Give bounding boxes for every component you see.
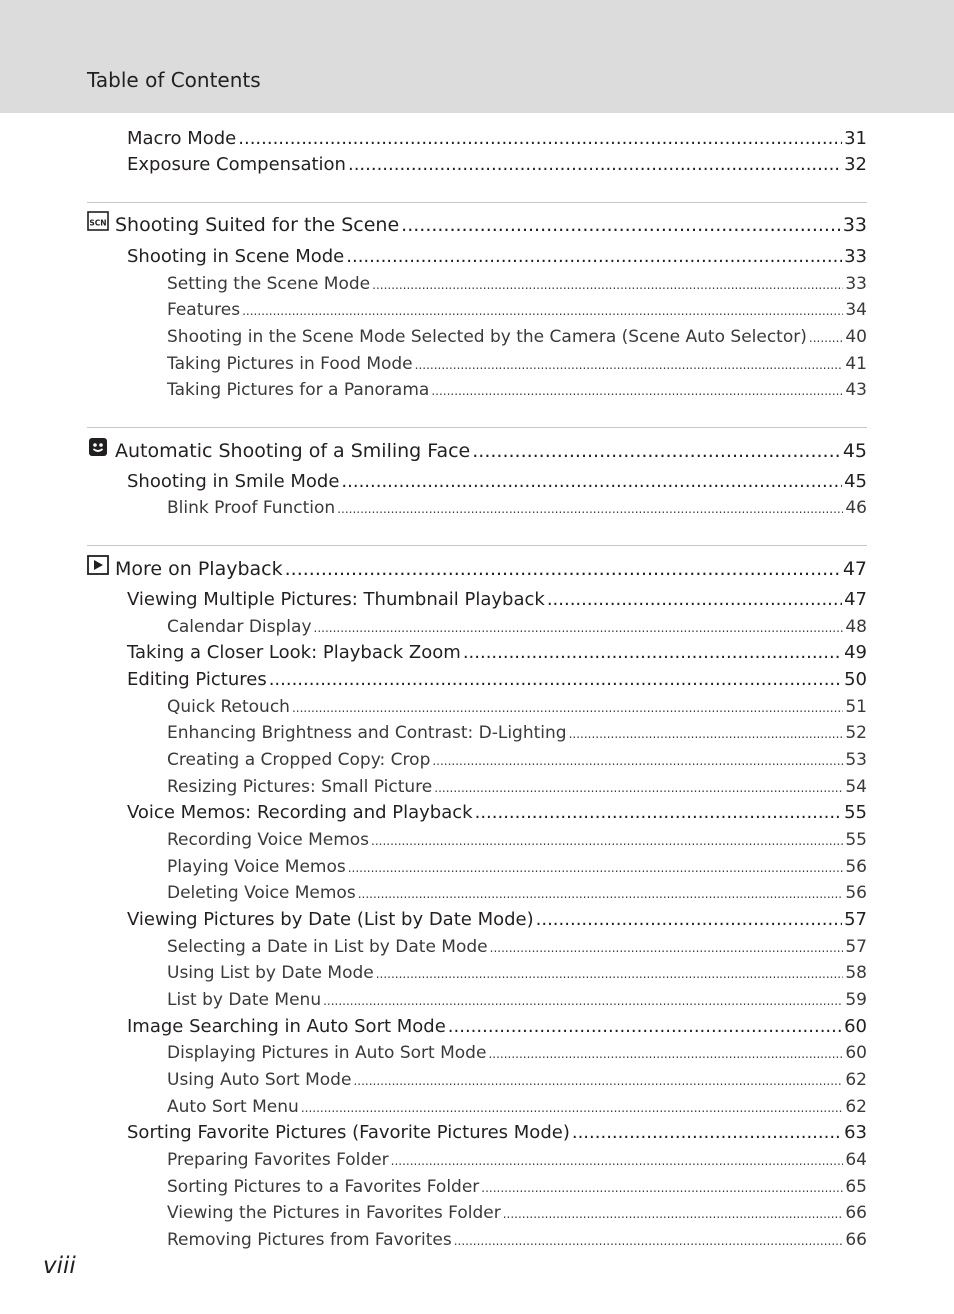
- toc-page-number: 66: [845, 1203, 867, 1223]
- toc-subsection-row[interactable]: [167, 351, 867, 378]
- toc-page-number: 50: [844, 669, 867, 690]
- toc-entry-title: Calendar Display: [167, 617, 312, 637]
- dot-leader: [475, 800, 843, 826]
- dot-leader: [346, 244, 842, 270]
- toc-entry-title: Preparing Favorites Folder: [167, 1150, 389, 1170]
- dot-leader: [285, 556, 841, 582]
- dot-leader: [301, 1095, 844, 1121]
- toc-page-number: 40: [845, 327, 867, 347]
- toc-page-number: 55: [844, 802, 867, 823]
- toc-section-row[interactable]: [127, 587, 867, 613]
- dot-leader: [358, 881, 844, 907]
- toc-page-number: 33: [842, 214, 867, 236]
- toc-entry-title: Removing Pictures from Favorites: [167, 1230, 452, 1250]
- toc-page-number: 53: [845, 750, 867, 770]
- toc-entry-title: Playing Voice Memos: [167, 857, 346, 877]
- dot-leader: [242, 298, 843, 324]
- toc-entry-title: Displaying Pictures in Auto Sort Mode: [167, 1043, 487, 1063]
- toc-subsection-row[interactable]: [167, 880, 867, 907]
- toc-page-number: 45: [842, 440, 867, 462]
- toc-page-number: 52: [845, 723, 867, 743]
- dot-leader: [415, 352, 844, 378]
- toc-entry-title: Editing Pictures: [127, 669, 267, 690]
- toc-section-row[interactable]: [127, 667, 867, 693]
- dot-leader: [572, 1120, 842, 1146]
- toc-page-number: 57: [844, 909, 867, 930]
- toc-page-number: 45: [844, 471, 867, 492]
- toc-entry-title: Automatic Shooting of a Smiling Face: [115, 440, 471, 462]
- toc-subsection-row[interactable]: [167, 297, 867, 324]
- toc-subsection-row[interactable]: [167, 694, 867, 721]
- toc-page-number: 62: [845, 1070, 867, 1090]
- toc-page-number: 46: [845, 498, 867, 518]
- toc-entry-title: Viewing Multiple Pictures: Thumbnail Playback: [127, 589, 545, 610]
- chapter-divider: [87, 545, 867, 546]
- dot-leader: [431, 378, 843, 404]
- toc-subsection-row[interactable]: [167, 987, 867, 1014]
- toc-entry-title: Selecting a Date in List by Date Mode: [167, 937, 488, 957]
- toc-entry-title: Voice Memos: Recording and Playback: [127, 802, 473, 823]
- toc-page-number: 60: [844, 1016, 867, 1037]
- toc-subsection-row[interactable]: [167, 827, 867, 854]
- dot-leader: [547, 587, 842, 613]
- toc-subsection-row[interactable]: [167, 1147, 867, 1174]
- svg-text:SCN: SCN: [89, 218, 107, 228]
- toc-page-number: 43: [845, 380, 867, 400]
- toc-subsection-row[interactable]: [167, 960, 867, 987]
- toc-entry-title: Exposure Compensation: [127, 154, 346, 175]
- toc-page-number: 57: [845, 937, 867, 957]
- toc-subsection-row[interactable]: [167, 747, 867, 774]
- toc-chapter-row[interactable]: [87, 437, 867, 464]
- toc-entry-title: Setting the Scene Mode: [167, 274, 371, 294]
- dot-leader: [353, 1068, 843, 1094]
- toc-entry-title: Macro Mode: [127, 128, 237, 149]
- dot-leader: [490, 935, 844, 961]
- toc-section-row[interactable]: [127, 1014, 867, 1040]
- toc-page-number: 51: [845, 697, 867, 717]
- dot-leader: [341, 469, 842, 495]
- toc-subsection-row[interactable]: [167, 1094, 867, 1121]
- toc-entry-title: Creating a Cropped Copy: Crop: [167, 750, 431, 770]
- toc-page-number: 55: [845, 830, 867, 850]
- toc-entry-title: Shooting in Smile Mode: [127, 471, 340, 492]
- dot-leader: [809, 325, 843, 351]
- toc-entry-title: Shooting in the Scene Mode Selected by the Camera (Scene Auto Selector): [167, 327, 807, 347]
- page-number: viii: [43, 1253, 76, 1279]
- toc-entry-title: List by Date Menu: [167, 990, 322, 1010]
- toc-page-number: 56: [845, 883, 867, 903]
- toc-subsection-row[interactable]: [167, 854, 867, 881]
- dot-leader: [348, 152, 842, 178]
- dot-leader: [371, 828, 843, 854]
- toc-subsection-row[interactable]: [167, 324, 867, 351]
- toc-entry-title: Taking Pictures for a Panorama: [167, 380, 430, 400]
- toc-entry-title: Enhancing Brightness and Contrast: D-Lighting: [167, 723, 567, 743]
- smile-mode-icon: [87, 437, 109, 457]
- toc-entry-title: Blink Proof Function: [167, 498, 336, 518]
- scene-mode-icon: [87, 211, 109, 231]
- dot-leader: [269, 667, 842, 693]
- toc-subsection-row[interactable]: [167, 1040, 867, 1067]
- toc-entry-title: Using List by Date Mode: [167, 963, 374, 983]
- toc-subsection-row[interactable]: [167, 271, 867, 298]
- page-header-title: Table of Contents: [87, 68, 261, 92]
- toc-subsection-row[interactable]: [167, 720, 867, 747]
- dot-leader: [314, 615, 844, 641]
- toc-page-number: 65: [845, 1177, 867, 1197]
- toc-entry-title: Viewing Pictures by Date (List by Date Mode): [127, 909, 534, 930]
- chapter-divider: [87, 202, 867, 203]
- toc-subsection-row[interactable]: [167, 1227, 867, 1254]
- toc-subsection-row[interactable]: [167, 614, 867, 641]
- toc-page-number: 54: [845, 777, 867, 797]
- dot-leader: [376, 961, 844, 987]
- toc-entry-title: Shooting in Scene Mode: [127, 246, 345, 267]
- toc-subsection-row[interactable]: [167, 1200, 867, 1227]
- toc-page-number: 34: [845, 300, 867, 320]
- dot-leader: [503, 1201, 844, 1227]
- toc-page-number: 41: [845, 354, 867, 374]
- dot-leader: [348, 855, 844, 881]
- dot-leader: [401, 212, 841, 238]
- toc-section-row[interactable]: [127, 800, 867, 826]
- dot-leader: [569, 721, 844, 747]
- dot-leader: [292, 695, 843, 721]
- toc-entry-title: Quick Retouch: [167, 697, 290, 717]
- toc-section-row[interactable]: [127, 244, 867, 270]
- toc-entry-title: Image Searching in Auto Sort Mode: [127, 1016, 446, 1037]
- toc-page-number: 60: [845, 1043, 867, 1063]
- toc-page-number: 63: [844, 1122, 867, 1143]
- dot-leader: [488, 1041, 843, 1067]
- toc-page-number: 62: [845, 1097, 867, 1117]
- dot-leader: [454, 1228, 844, 1254]
- toc-entry-title: Using Auto Sort Mode: [167, 1070, 352, 1090]
- toc-subsection-row[interactable]: [167, 934, 867, 961]
- toc-page-number: 32: [844, 154, 867, 175]
- toc-entry-title: Taking a Closer Look: Playback Zoom: [127, 642, 461, 663]
- toc-page-number: 59: [845, 990, 867, 1010]
- toc-section-row[interactable]: [127, 469, 867, 495]
- dot-leader: [391, 1148, 844, 1174]
- toc-section-row[interactable]: [127, 152, 867, 178]
- dot-leader: [372, 272, 843, 298]
- toc-page-number: 47: [844, 589, 867, 610]
- dot-leader: [434, 775, 843, 801]
- dot-leader: [448, 1014, 842, 1040]
- toc-subsection-row[interactable]: [167, 774, 867, 801]
- toc-section-row[interactable]: [127, 907, 867, 933]
- toc-entry-title: Features: [167, 300, 241, 320]
- toc-page-number: 33: [845, 274, 867, 294]
- toc-subsection-row[interactable]: [167, 495, 867, 522]
- toc-section-row[interactable]: [127, 126, 867, 152]
- toc-subsection-row[interactable]: [167, 377, 867, 404]
- toc-subsection-row[interactable]: [167, 1174, 867, 1201]
- dot-leader: [323, 988, 843, 1014]
- toc-page-number: 33: [844, 246, 867, 267]
- toc-entry-title: Sorting Pictures to a Favorites Folder: [167, 1177, 480, 1197]
- dot-leader: [337, 496, 843, 522]
- toc-entry-title: Auto Sort Menu: [167, 1097, 299, 1117]
- toc-chapter-row[interactable]: [87, 211, 867, 238]
- chapter-divider: [87, 427, 867, 428]
- dot-leader: [481, 1175, 843, 1201]
- toc-entry-title: Resizing Pictures: Small Picture: [167, 777, 433, 797]
- toc-entry-title: Shooting Suited for the Scene: [115, 214, 400, 236]
- toc-page-number: 49: [844, 642, 867, 663]
- dot-leader: [432, 748, 843, 774]
- toc-section-row[interactable]: [127, 1120, 867, 1146]
- toc-page-number: 64: [845, 1150, 867, 1170]
- dot-leader: [238, 126, 842, 152]
- toc-entry-title: Taking Pictures in Food Mode: [167, 354, 413, 374]
- toc-entry-title: Deleting Voice Memos: [167, 883, 356, 903]
- toc-page-number: 48: [845, 617, 867, 637]
- toc-entry-title: Sorting Favorite Pictures (Favorite Pictures Mode): [127, 1122, 570, 1143]
- dot-leader: [536, 907, 842, 933]
- toc-chapter-row[interactable]: [87, 555, 867, 582]
- toc-page-number: 58: [845, 963, 867, 983]
- toc-entry-title: More on Playback: [115, 558, 283, 580]
- toc-page-number: 66: [845, 1230, 867, 1250]
- playback-icon: [87, 555, 109, 575]
- toc-subsection-row[interactable]: [167, 1067, 867, 1094]
- dot-leader: [472, 438, 841, 464]
- dot-leader: [463, 640, 842, 666]
- toc-entry-title: Recording Voice Memos: [167, 830, 370, 850]
- toc-entry-title: Viewing the Pictures in Favorites Folder: [167, 1203, 501, 1223]
- toc-section-row[interactable]: [127, 640, 867, 666]
- toc-page-number: 56: [845, 857, 867, 877]
- toc-page-number: 31: [844, 128, 867, 149]
- toc-page-number: 47: [842, 558, 867, 580]
